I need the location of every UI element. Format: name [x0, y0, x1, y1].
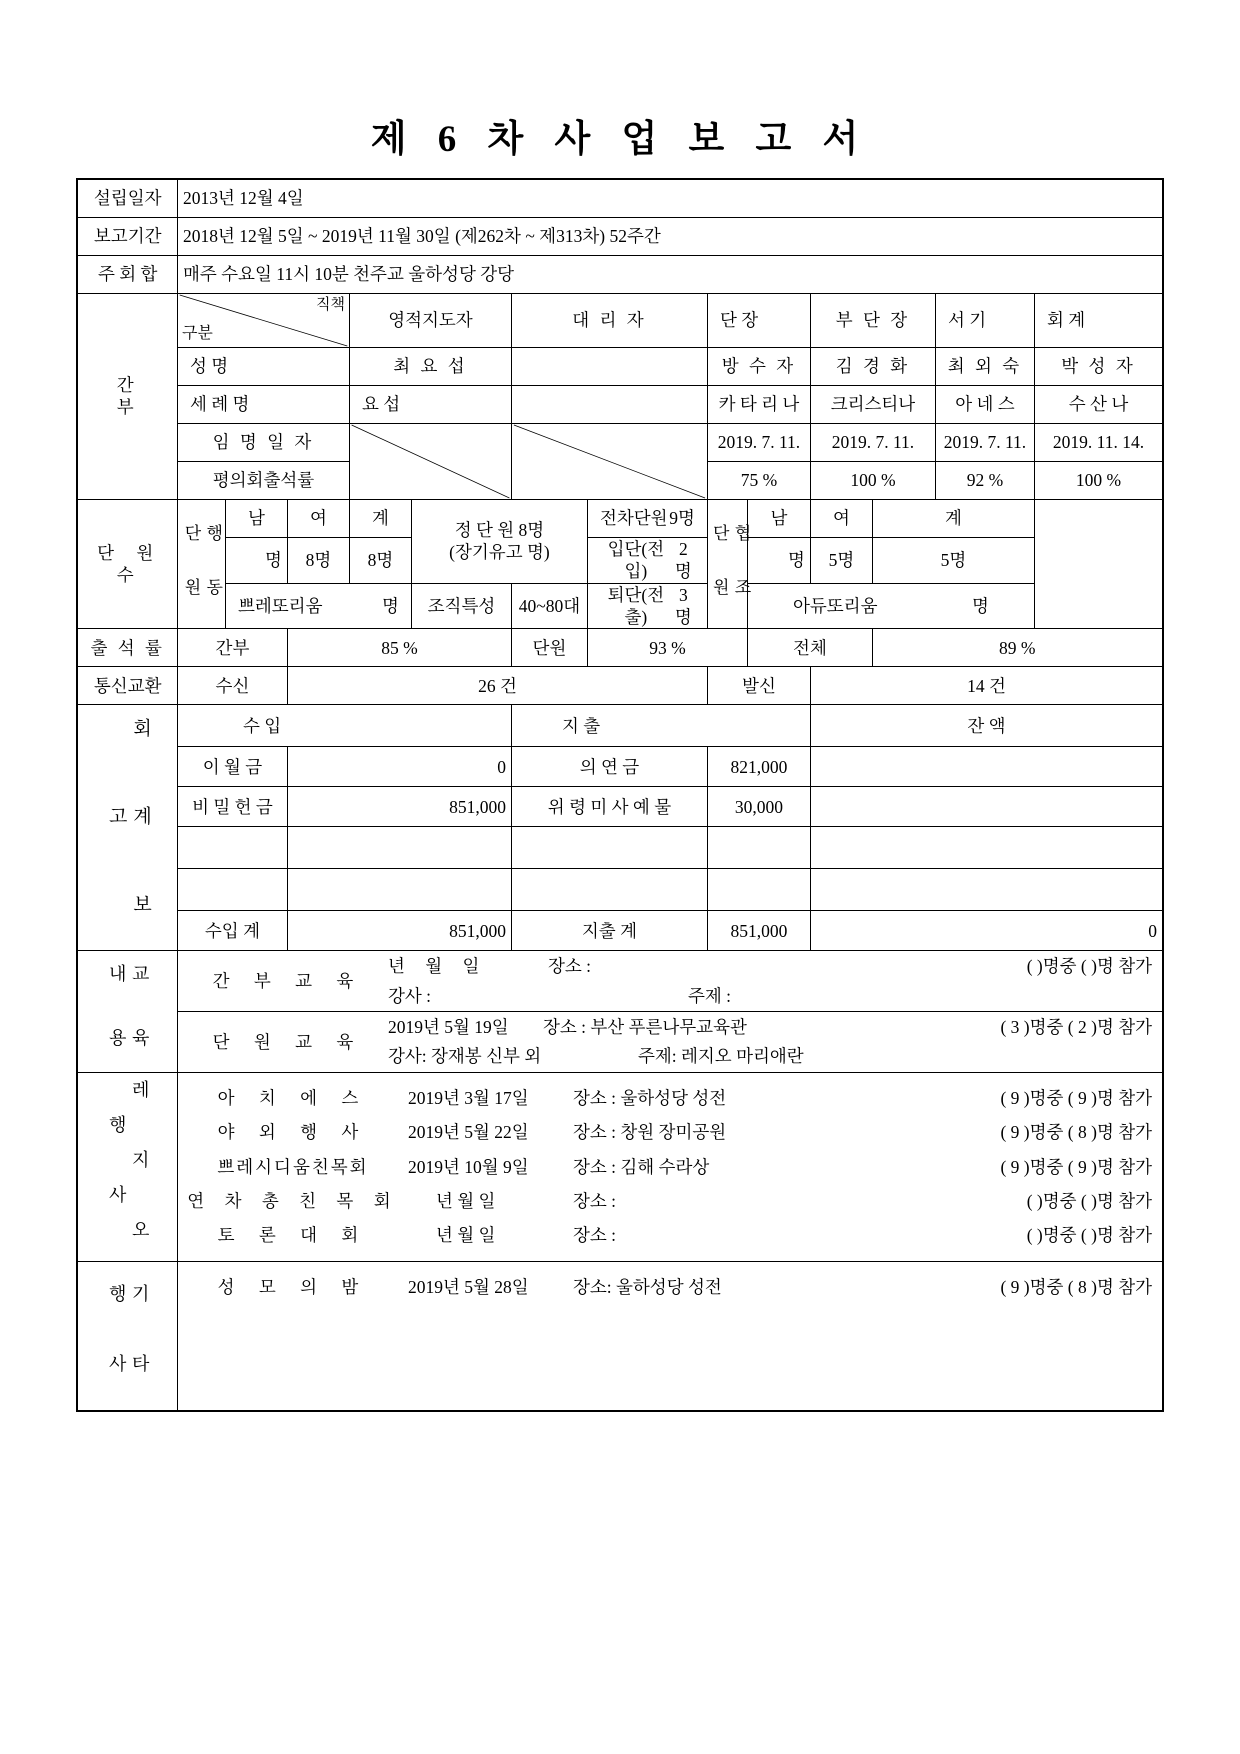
income-total-label: 수입 계: [177, 911, 287, 951]
officer-baptismal-spiritual-text: 요 섭: [361, 393, 401, 414]
officers-name-row: [77, 347, 1162, 385]
income-amount-blank-1: [287, 827, 511, 869]
other-event-count-0: ( 9 )명중 ( 8 )명 참가: [1000, 1276, 1153, 1297]
members-prev-cell: [587, 499, 707, 537]
expense-amount-2: 30,000: [707, 787, 810, 827]
accounting-expense-header: [511, 705, 810, 747]
expense-amount-blank-1: [707, 827, 810, 869]
officer-name-deputy-rep: [511, 347, 707, 385]
members-join-label: 입단(전입): [607, 538, 665, 581]
founding-label: 설립일자: [77, 179, 177, 217]
members-active-head-total: 계: [349, 499, 411, 537]
accounting-row-1: [77, 747, 1162, 787]
legion-event-name-4: 토 론 대 회: [217, 1225, 369, 1246]
income-name-2: 비 밀 헌 금: [177, 787, 287, 827]
legion-event-place-4: 장소 :: [572, 1225, 617, 1246]
officer-appointed-deputy-rep: [511, 423, 707, 499]
members-join-val: 2명: [674, 538, 692, 581]
expense-amount-blank-2: [707, 869, 810, 911]
officer-baptismal-secretary: 아 네 스: [935, 385, 1034, 423]
income-name-1: 이 월 금: [177, 747, 287, 787]
income-name-blank-2: [177, 869, 287, 911]
label-baptismal-text: 세 례 명: [189, 393, 250, 414]
member-edu-place: 장소 : 부산 푸른나무교육관: [542, 1017, 747, 1038]
officer-baptismal-president: 카 타 리 나: [707, 385, 810, 423]
education-section-label: 교 육 내 용: [77, 951, 177, 1073]
members-prev-val: 9명: [669, 507, 695, 528]
member-edu-date: 2019년 5월 19일: [387, 1017, 509, 1038]
members-leave-cell: [587, 583, 707, 629]
attendance-member-value: 93 %: [587, 629, 747, 667]
balance-blank-1: [810, 747, 1162, 787]
officers-baptismal-row: [77, 385, 1162, 423]
education-member-cell: [177, 1012, 1162, 1073]
officers-header-row: [77, 293, 1162, 347]
meeting-value: 매주 수요일 11시 10분 천주교 울하성당 강당: [177, 255, 1162, 293]
officer-col-treasurer-text: 회 계: [1046, 309, 1086, 330]
officer-col-spiritual: 영적지도자: [349, 293, 511, 347]
members-row-2: [77, 537, 1162, 583]
members-praetorium-cell: [225, 583, 411, 629]
education-member-label: 단 원 교 육: [212, 1031, 364, 1052]
period-value: 2018년 12월 5일 ~ 2019년 11월 30일 (제262차 ~ 제313차) 52주간: [177, 217, 1162, 255]
legion-event-count-4: ( )명중 ( )명 참가: [1026, 1225, 1153, 1246]
officers-row-label-baptismal: [177, 385, 349, 423]
members-aux-female: 5명: [810, 537, 872, 583]
legion-event-place-2: 장소 : 김해 수라상: [572, 1156, 710, 1177]
legion-event-place-3: 장소 :: [572, 1191, 617, 1212]
period-label: 보고기간: [77, 217, 177, 255]
corner-jikchaek-label: 직책: [315, 296, 345, 313]
comm-row: [77, 667, 1162, 705]
officer-council-president: 75 %: [707, 461, 810, 499]
officer-appointed-treasurer: 2019. 11. 14.: [1034, 423, 1162, 461]
other-events-section-label: 기 타 행 사: [77, 1261, 177, 1411]
expense-total-value: 851,000: [707, 911, 810, 951]
page-title: 제 6 차 사 업 보 고 서: [370, 119, 870, 160]
legion-events-section-label: 레 지 오 행 사: [77, 1072, 177, 1261]
legion-event-count-2: ( 9 )명중 ( 9 )명 참가: [1000, 1156, 1153, 1177]
income-amount-1: 0: [287, 747, 511, 787]
officer-col-secretary: [935, 293, 1034, 347]
officers-appointed-row: [77, 423, 1162, 461]
expense-name-blank-1: [511, 827, 707, 869]
officer-col-deputy-rep: 대 리 자: [511, 293, 707, 347]
legion-event-name-1: 야 외 행 사: [217, 1122, 369, 1143]
balance-blank-2: [810, 787, 1162, 827]
members-adjutorium-cell: [747, 583, 1034, 629]
attendance-officer-label: 간부: [177, 629, 287, 667]
legion-event-name-3: 연 차 총 친 목 회: [187, 1191, 399, 1212]
officer-name-vice: 김 경 화: [810, 347, 935, 385]
officer-council-vice: 100 %: [810, 461, 935, 499]
other-event-item: [178, 1270, 1162, 1304]
attendance-total-label: 전체: [747, 629, 872, 667]
members-aux-total: 5명: [872, 537, 1034, 583]
education-officer-cell: [177, 951, 1162, 1012]
legion-event-date-2: 2019년 10월 9일: [407, 1156, 529, 1177]
officer-edu-date: 년 월 일: [387, 956, 488, 977]
officer-appointed-secretary: 2019. 7. 11.: [935, 423, 1034, 461]
accounting-total-row: [77, 911, 1162, 951]
officer-baptismal-treasurer: 수 산 나: [1034, 385, 1162, 423]
members-aux-head-female: 여: [810, 499, 872, 537]
accounting-expense-header-text: 지 출: [561, 715, 601, 736]
expense-amount-1: 821,000: [707, 747, 810, 787]
legion-event-item: [178, 1115, 1162, 1149]
members-org-char-val: 40~80대: [511, 583, 587, 629]
legion-event-count-0: ( 9 )명중 ( 9 )명 참가: [1000, 1087, 1153, 1108]
accounting-income-header-text: 수 입: [242, 715, 282, 736]
comm-recv-label: 수신: [177, 667, 287, 705]
members-join-cell: [587, 537, 707, 583]
meeting-label: 주 회 합: [77, 255, 177, 293]
officer-name-treasurer: 박 성 자: [1034, 347, 1162, 385]
officer-name-secretary: 최 외 숙: [935, 347, 1034, 385]
officer-edu-lecturer: 강사 :: [387, 985, 432, 1006]
attendance-officer-value: 85 %: [287, 629, 511, 667]
members-leave-label: 퇴단(전출): [607, 584, 665, 627]
officer-appointed-president: 2019. 7. 11.: [707, 423, 810, 461]
attendance-row: [77, 629, 1162, 667]
members-full-cell: [411, 499, 587, 583]
officer-col-president-text: 단 장: [719, 309, 759, 330]
accounting-section-label: 회 계 보 고: [77, 705, 177, 951]
members-praetorium-val: 명: [382, 595, 399, 616]
row-founding: [77, 179, 1162, 217]
attendance-member-label: 단원: [511, 629, 587, 667]
members-active-total: 8명: [349, 537, 411, 583]
members-leave-val: 3명: [674, 584, 692, 627]
accounting-income-header: [177, 705, 511, 747]
officers-row-label-council: 평의회출석률: [177, 461, 349, 499]
officers-section-label: 간 부: [77, 293, 177, 499]
legion-event-place-1: 장소 : 창원 장미공원: [572, 1122, 727, 1143]
accounting-blank-row-1: [77, 827, 1162, 869]
members-praetorium-label: 쁘레또리움: [237, 595, 323, 616]
legion-event-item: [178, 1081, 1162, 1115]
members-aux-head-total: 계: [872, 499, 1034, 537]
members-full-member: 정 단 원 8명: [454, 519, 545, 540]
officer-baptismal-vice: 크리스티나: [810, 385, 935, 423]
officer-edu-count: ( )명중 ( )명 참가: [1026, 956, 1153, 977]
members-long-absent: (장기유고 명): [449, 542, 550, 562]
label-name-text: 성 명: [189, 355, 229, 376]
legion-event-name-2: 쁘레시디움친목회: [217, 1156, 369, 1177]
officer-col-president: [707, 293, 810, 347]
officer-name-president: 방 수 자: [707, 347, 810, 385]
members-org-char-label: 조직특성: [411, 583, 511, 629]
education-officer-row: [77, 951, 1162, 1012]
expense-name-2: 위 령 미 사 예 물: [511, 787, 707, 827]
members-prev-label: 전차단원: [599, 507, 668, 528]
row-period: [77, 217, 1162, 255]
legion-event-count-1: ( 9 )명중 ( 8 )명 참가: [1000, 1122, 1153, 1143]
officer-baptismal-deputy-rep: [511, 385, 707, 423]
accounting-blank-row-2: [77, 869, 1162, 911]
attendance-label: 출 석 률: [77, 629, 177, 667]
members-aux-male: 명: [747, 537, 810, 583]
legion-events-cell: [177, 1072, 1162, 1261]
balance-blank-3: [810, 827, 1162, 869]
legion-event-item: [178, 1150, 1162, 1184]
members-row-1: [77, 499, 1162, 537]
expense-name-blank-2: [511, 869, 707, 911]
officers-corner-cell: [177, 293, 349, 347]
other-events-cell: [177, 1261, 1162, 1411]
attendance-total-value: 89 %: [872, 629, 1162, 667]
expense-name-1: 의 연 금: [511, 747, 707, 787]
balance-total-value: 0: [810, 911, 1162, 951]
accounting-row-2: [77, 787, 1162, 827]
members-adjutorium-val: 명: [972, 595, 989, 616]
comm-send-value: 14 건: [810, 667, 1162, 705]
officers-row-label-appointed: 임 명 일 자: [177, 423, 349, 461]
officer-col-vice: 부 단 장: [810, 293, 935, 347]
member-edu-topic: 주제: 레지오 마리애란: [637, 1046, 804, 1067]
officer-appointed-spiritual: [349, 423, 511, 499]
legion-event-item: [178, 1184, 1162, 1218]
expense-total-label: 지출 계: [511, 911, 707, 951]
members-active-head-male: 남: [225, 499, 287, 537]
legion-event-item: [178, 1218, 1162, 1252]
comm-send-label: 발신: [707, 667, 810, 705]
legion-event-date-4: 년 월 일: [435, 1225, 496, 1246]
officer-edu-place: 장소 :: [547, 956, 592, 977]
members-aux-head-male: 남: [747, 499, 810, 537]
officer-col-secretary-text: 서 기: [947, 309, 987, 330]
other-event-name-0: 성 모 의 밤: [217, 1276, 369, 1297]
legion-event-date-0: 2019년 3월 17일: [407, 1087, 529, 1108]
legion-event-date-1: 2019년 5월 22일: [407, 1122, 529, 1143]
accounting-header-row: [77, 705, 1162, 747]
member-edu-lecturer: 강사: 장재봉 신부 외: [387, 1046, 542, 1067]
corner-gubun-label: 구분: [181, 325, 213, 343]
comm-label: 통신교환: [77, 667, 177, 705]
members-row-3: [77, 583, 1162, 629]
income-name-blank-1: [177, 827, 287, 869]
education-member-row: [77, 1012, 1162, 1073]
officer-name-spiritual: 최 요 섭: [349, 347, 511, 385]
officers-row-label-name: [177, 347, 349, 385]
officer-baptismal-spiritual: [349, 385, 511, 423]
founding-value: 2013년 12월 4일: [177, 179, 1162, 217]
legion-event-count-3: ( )명중 ( )명 참가: [1026, 1191, 1153, 1212]
comm-recv-value: 26 건: [287, 667, 707, 705]
members-active-female: 8명: [287, 537, 349, 583]
member-edu-count: ( 3 )명중 ( 2 )명 참가: [1000, 1017, 1153, 1038]
row-meeting: [77, 255, 1162, 293]
other-event-place-0: 장소: 울하성당 성전: [572, 1276, 722, 1297]
officer-appointed-vice: 2019. 7. 11.: [810, 423, 935, 461]
officer-council-treasurer: 100 %: [1034, 461, 1162, 499]
officer-council-secretary: 92 %: [935, 461, 1034, 499]
education-officer-label: 간 부 교 육: [212, 970, 364, 991]
members-active-head-female: 여: [287, 499, 349, 537]
members-adjutorium-label: 아듀또리움: [792, 595, 878, 616]
officer-edu-topic: 주제 :: [687, 985, 732, 1006]
income-amount-2: 851,000: [287, 787, 511, 827]
officer-col-treasurer: [1034, 293, 1162, 347]
legion-event-name-0: 아 치 에 스: [217, 1087, 369, 1108]
legion-event-place-0: 장소 : 울하성당 성전: [572, 1087, 727, 1108]
balance-blank-4: [810, 869, 1162, 911]
income-total-value: 851,000: [287, 911, 511, 951]
members-aux-label: 협 조 단 원: [707, 499, 747, 629]
other-events-row: [77, 1261, 1162, 1411]
income-amount-blank-2: [287, 869, 511, 911]
members-active-male: 명: [225, 537, 287, 583]
other-event-date-0: 2019년 5월 28일: [407, 1276, 529, 1297]
members-section-label: 단 원 수: [77, 499, 177, 629]
legion-event-date-3: 년 월 일: [435, 1191, 496, 1212]
members-active-label: 행 동 단 원: [177, 499, 225, 629]
legion-events-row: [77, 1072, 1162, 1261]
accounting-balance-header: 잔 액: [810, 705, 1162, 747]
report-table: [76, 178, 1163, 1412]
